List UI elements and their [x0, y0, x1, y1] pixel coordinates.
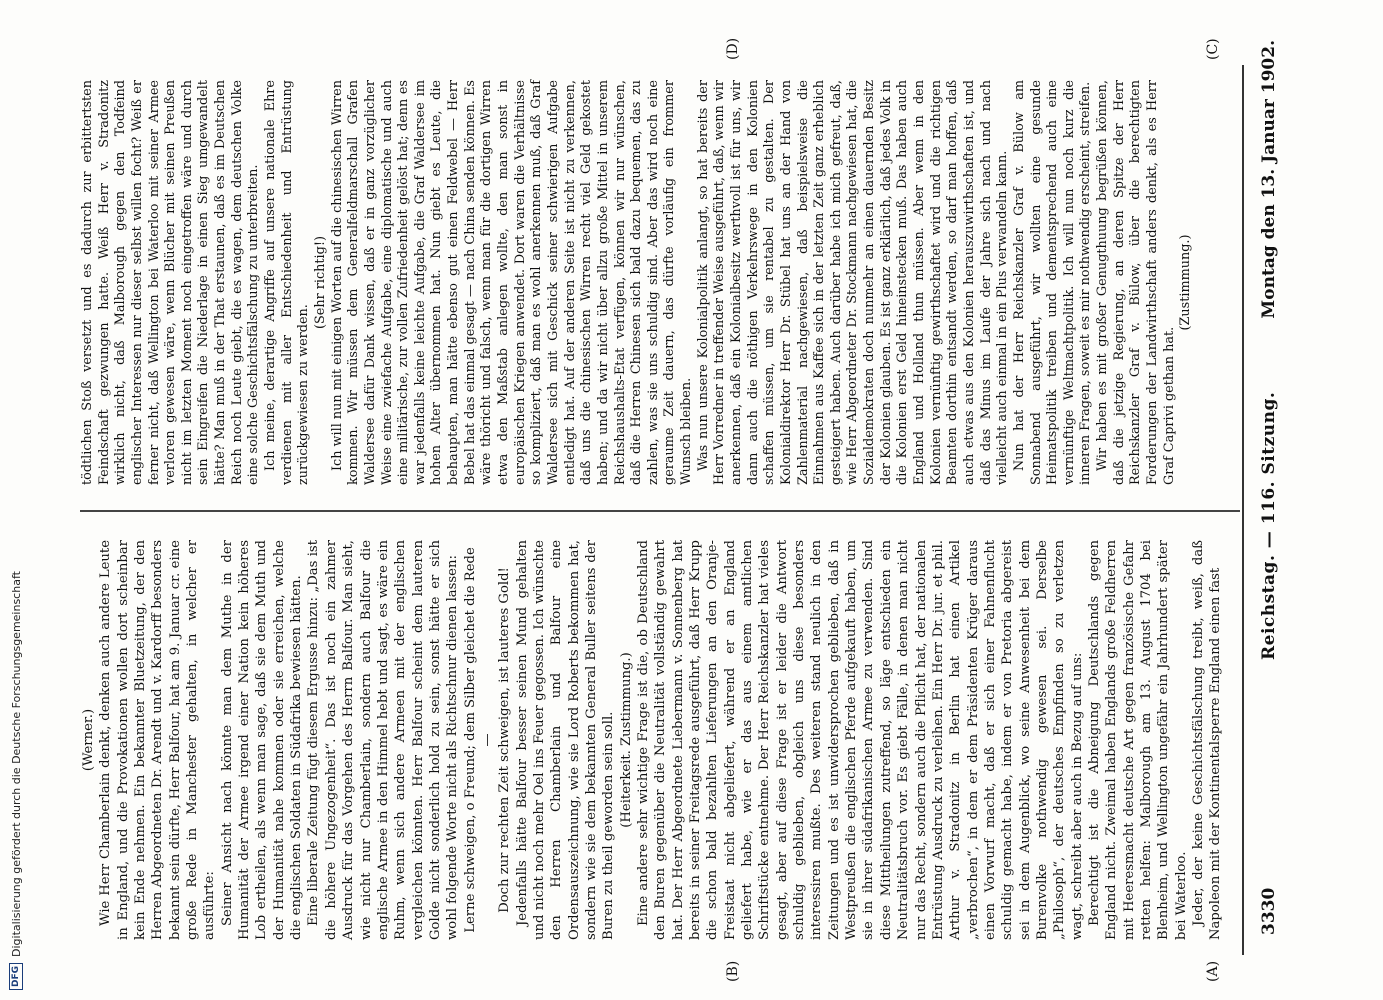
margin-marker-a: (A): [1205, 960, 1221, 982]
running-title: Reichstag. — 116. Sitzung.: [1259, 391, 1279, 660]
verse-line: Doch zur rechten Zeit schweigen, ist lauteres Gold!: [497, 567, 513, 913]
column-divider: [80, 511, 1240, 513]
paragraph: Jedenfalls hätte Balfour besser seinen Mund gehalten und nicht noch mehr Oel ins Feuer gegossen. Ich wünschte den Herren Chamberlain und Balfour eine Ordensauszeichnung, wie sie Lord Roberts bekommen hat, sondern wie sie dem bekannten General Buller seitens der Buren zu theil geworden sein soll.: [514, 540, 617, 940]
paragraph: Jeder, der keine Geschichtsfälschung treibt, weiß, daß Napoleon mit der Kontinentalsperre England einen fast: [1191, 540, 1224, 940]
paragraph: tödtlichen Stoß versetzt und es dadurch zur erbittertsten Feindschaft gezwungen hatte. Weiß Herr v. Stradonitz wirklich nicht, daß Malborough gegen den Todfeind englischer Interessen nur dieser selbst willen focht? Weiß er ferner nicht, daß Wellington bei Waterloo mit seiner Armee verloren gewesen wäre, wenn Blücher mit seinen Preußen nicht im letzten Moment noch eingetroffen wäre und durch sein Eingreifen die Niederlage in einen Sieg umgewandelt hätte? Man muß in der That erstaunen, daß es im Deutschen Reich noch Leute giebt, die es wagen, dem deutschen Volke eine solche Geschichtsfälschung zu unterbreiten.: [80, 80, 262, 485]
paragraph: Was nun unsere Kolonialpolitik anlangt, so hat bereits der Herr Vorredner in treffender Weise ausgeführt, daß, wenn wir anerkennen, daß ein Kolonialbesitz werthvoll ist für uns, wir dann auch die nöthigen Verkehrswege in den Kolonien schaffen müssen, um sie rentabel zu gestalten. Der Kolonialdirektor Herr Dr. Stübel hat uns an der Hand von Zahlenmaterial nachgewiesen, daß beispielsweise die Einnahmen aus Kaffee sich in der letzten Zeit ganz erheblich gesteigert haben. Auch darüber habe ich mich gefreut, daß, wie Herr Abgeordneter Dr. Stockmann nachgewiesen hat, die Sozialdemokraten doch nunmehr an einen dauernden Besitz der Kolonien glauben. Es ist ganz erklärlich, daß jedes Volk in die Kolonien erst Geld hineinstecken muß. Das haben auch England und Holland thun müssen. Aber wenn in den Kolonien vernünftig gewirthschaftet wird und die richtigen Beamten dorthin entsandt werden, so darf man hoffen, daß auch etwas aus den Kolonien herauszuwirthschaften ist, und daß das Minus im Laufe der Jahre sich nach und nach vielleicht auch einmal in ein Plus verwandeln kann.: [695, 80, 1011, 485]
margin-marker-d: (D): [725, 37, 741, 60]
right-column: [80, 80, 1230, 485]
session-date: Montag den 13. Januar 1902.: [1259, 40, 1279, 319]
quote-paragraph: Berechtigt ist die Abneigung Deutschlands gegen England nicht. Zweimal haben Englands große Feldherren mit Heeresmacht deutsche Art gegen französische Gefahr retten helfen: Malborough am 13. August 1704 bei Blenheim, und Wellington ungefähr ein Jahrhundert später bei Waterloo.: [1086, 540, 1189, 940]
interjection: (Sehr richtig!): [312, 236, 328, 329]
quote-paragraph: Seiner Ansicht nach könnte man dem Muthe in der Humanität der Armee irgend einer Nation kein höheres Lob ertheilen, als wenn man sage, daß sie dem Muth und der Humanität nahe kommen oder sie erreichen, welche die englischen Soldaten in Südafrika bewiesen hätten.: [219, 540, 305, 940]
paragraph: Ich meine, derartige Angriffe auf unsere nationale Ehre verdienen mit aller Entschiedenheit und Entrüstung zurückgewiesen zu werden.: [263, 80, 312, 485]
verse-line: Lerne schweigen, o Freund; dem Silber gleichet die Rede —: [462, 547, 495, 933]
paragraph: Ich will nun mit einigen Worten auf die chinesischen Wirren kommen. Wir müssen dem Generalfeldmarschall Grafen Waldersee dafür Dank wissen, daß er in ganz vorzüglicher Weise eine zwiefache Aufgabe, eine diplomatische und auch eine militärische, zur vollen Zufriedenheit gelöst hat; denn es war jedenfalls keine leichte Aufgabe, die Graf Waldersee im hohen Alter übernommen hat. Nun giebt es Leute, die behaupten, man hätte ebenso gut einen Feldwebel — Herr Bebel hat das einmal gesagt — nach China senden können. Es wäre thöricht und falsch, wenn man für die dortigen Wirren etwa den Maßstab anlegen wollte, den man sonst in europäischen Kriegen anwendet. Dort waren die Verhältnisse so kompliziert, daß man es wohl anerkennen muß, daß Graf Waldersee sich mit Geschick seiner schwierigen Aufgabe entledigt hat. Auf der anderen Seite ist nicht zu verkennen, daß uns die chinesischen Wirren recht viel Geld gekostet haben; und da wir nicht über allzu große Mittel in unserem Reichshaushalts-Etat verfügen, können wir nur wünschen, daß die Herren Chinesen sich bald dazu bequemen, das zu zahlen, was sie uns schuldig sind. Aber das wird noch eine geraume Zeit dauern, das dürfte vorläufig ein frommer Wunsch bleiben.: [329, 80, 695, 485]
paragraph: Eine liberale Zeitung fügt diesem Ergusse hinzu: „Das ist die höhere Ungezogenheit“. Das ist noch ein zahmer Ausdruck für das Vorgehen des Herrn Balfour. Man sieht, wie nicht nur Chamberlain, sondern auch Balfour die englische Armee in den Himmel hebt und sagt, es wäre ein Ruhm, wenn sich andere Armeen mit der englischen vergleichen könnten. Herr Balfour scheint dem lauteren Golde nicht sonderlich hold zu sein, sonst hätte er sich wohl folgende Worte nicht als Richtschnur dienen lassen:: [306, 540, 461, 940]
margin-marker-b: (B): [725, 960, 741, 982]
speaker-name: (Werner.): [81, 708, 96, 772]
paragraph: Wir haben es mit großer Genugthuung begrüßen können, daß die jetzige Regierung, an deren Spitze der Herr Reichskanzler Graf v. Bülow, über die berechtigten Forderungen der Landwirthschaft anders denkt, als es Herr Graf Caprivi gethan hat.: [1095, 80, 1177, 485]
footer-text: Digitalisierung gefördert durch die Deutsche Forschungsgemeinschaft: [9, 571, 23, 957]
header-rule: [1242, 65, 1244, 955]
interjection: (Heiterkeit. Zustimmung.): [618, 652, 634, 828]
paragraph: Wie Herr Chamberlain denkt, denken auch andere Leute in England, und die Provokationen wollen dort scheinbar kein Ende nehmen. Ein bekannter Bluetzeitung, der den Herren Abgeordneten Dr. Arendt und v. Kardorff besonders bekannt sein dürfte, Herr Balfour, hat am 9. Januar cr. eine große Rede in Manchester gehalten, in welcher er ausführte:: [98, 540, 218, 940]
page-number: 3330: [1259, 887, 1279, 935]
digitization-footer: [6, 10, 26, 990]
interjection: (Zustimmung.): [1178, 234, 1194, 331]
paragraph: Nun hat der Herr Reichskanzler Graf v. Bülow am Sonnabend ausgeführt, wir wollten eine gesunde Heimatspolitik treiben und dementsprechend auch eine vernünftige Weltmachtpolitik. Ich will nun noch kurz die inneren Fragen, soweit es mir nothwendig erscheint, streifen.: [1011, 80, 1094, 485]
paragraph: Eine andere sehr wichtige Frage ist die, ob Deutschland den Buren gegenüber die Neutralität vollständig gewahrt hat. Der Herr Abgeordnete Liebermann v. Sonnenberg hat bereits in seiner Freitagsrede ausgeführt, daß Herr Krupp die schon bald bezahlten Lieferungen an den Oranje-Freistaat nicht abgeliefert, während er an England geliefert habe, wie er das aus einem amtlichen Schriftstücke entnehme. Der Herr Reichskanzler hat vieles gesagt, aber auf diese Frage ist er leider die Antwort schuldig geblieben, obgleich uns diese besonders interessiren mußte. Des weiteren stand neulich in den Zeitungen und es ist unwidersprochen geblieben, daß in Westpreußen die englischen Pferde aufgekauft haben, um sie in ihrer südafrikanischen Armee zu verwenden. Sind diese Mittheilungen zutreffend, so läge entschieden ein Neutralitätsbruch vor. Es giebt Fälle, in denen man nicht nur das Recht, sondern auch die Pflicht hat, der nationalen Entrüstung Ausdruck zu verleihen. Ein Herr Dr. jur. et phil. Arthur v. Stradonitz in Berlin hat einen Artikel „verbrochen“, in dem er dem Präsidenten Krüger daraus einen Vorwurf macht, daß er sich einer Fahnenflucht schuldig gemacht habe, indem er von Pretoria abgereist sei in dem Augenblick, wo seine Anwesenheit bei dem Burenvolke nothwendig gewesen sei. Derselbe „Philosoph“, der deutsches Empfinden so zu verletzen wagt, schreibt aber auch in Bezug auf uns:: [636, 540, 1085, 940]
dfg-logo: DFG: [9, 963, 23, 990]
margin-marker-c: (C): [1205, 38, 1221, 60]
left-column: [80, 540, 1230, 940]
page-header: [1253, 40, 1291, 960]
